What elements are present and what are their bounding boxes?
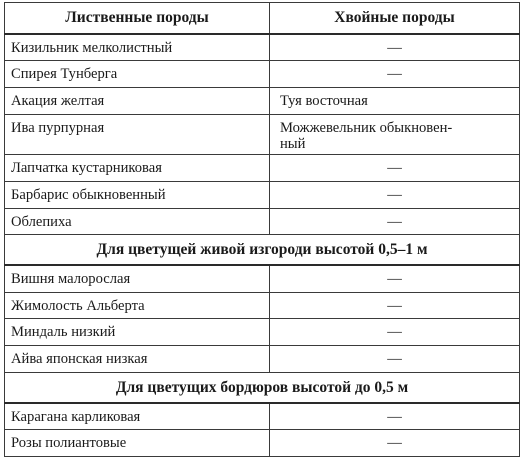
- table-row: [5, 181, 520, 208]
- header-row: [5, 3, 520, 34]
- table-row: [5, 265, 520, 292]
- table-row: [5, 292, 520, 319]
- deciduous-species-cell: Кизильник мелколистный: [5, 34, 270, 61]
- conifer-species-cell: Можжевельник обыкновен- ный: [270, 114, 520, 154]
- conifer-empty-dash: —: [270, 61, 520, 88]
- deciduous-species-cell: Карагана карликовая: [5, 403, 270, 430]
- table-row: [5, 346, 520, 373]
- deciduous-species-cell: Айва японская низкая: [5, 346, 270, 373]
- table-row: [5, 114, 520, 154]
- table-row: [5, 34, 520, 61]
- deciduous-species-cell: Облепиха: [5, 208, 270, 235]
- table-row: [5, 61, 520, 88]
- deciduous-species-cell: Ива пурпурная: [5, 114, 270, 154]
- conifer-empty-dash: —: [270, 265, 520, 292]
- conifer-empty-dash: —: [270, 346, 520, 373]
- deciduous-species-cell: Жимолость Альберта: [5, 292, 270, 319]
- section-title: Для цветущей живой изгороди высотой 0,5–1 м: [5, 235, 520, 265]
- deciduous-species-cell: Вишня малорослая: [5, 265, 270, 292]
- conifer-empty-dash: —: [270, 34, 520, 61]
- table-row: [5, 319, 520, 346]
- column-header-deciduous: Лиственные породы: [5, 3, 270, 34]
- section-row: [5, 372, 520, 402]
- section-title: Для цветущих бордюров высотой до 0,5 м: [5, 372, 520, 402]
- deciduous-species-cell: Лапчатка кустарниковая: [5, 155, 270, 182]
- table-row: [5, 403, 520, 430]
- column-header-conifer: Хвойные породы: [270, 3, 520, 34]
- conifer-empty-dash: —: [270, 208, 520, 235]
- deciduous-species-cell: Барбарис обыкновенный: [5, 181, 270, 208]
- conifer-species-cell: Туя восточная: [270, 87, 520, 114]
- conifer-empty-dash: —: [270, 430, 520, 457]
- conifer-empty-dash: —: [270, 292, 520, 319]
- deciduous-species-cell: Миндаль низкий: [5, 319, 270, 346]
- table-row: [5, 430, 520, 457]
- conifer-empty-dash: —: [270, 403, 520, 430]
- table-row: [5, 87, 520, 114]
- deciduous-species-cell: Спирея Тунберга: [5, 61, 270, 88]
- deciduous-species-cell: Розы полиантовые: [5, 430, 270, 457]
- deciduous-species-cell: Акация желтая: [5, 87, 270, 114]
- conifer-empty-dash: —: [270, 319, 520, 346]
- plant-table: [4, 2, 520, 457]
- section-row: [5, 235, 520, 265]
- conifer-empty-dash: —: [270, 181, 520, 208]
- table-row: [5, 155, 520, 182]
- table-body: [5, 3, 520, 457]
- table-row: [5, 208, 520, 235]
- conifer-empty-dash: —: [270, 155, 520, 182]
